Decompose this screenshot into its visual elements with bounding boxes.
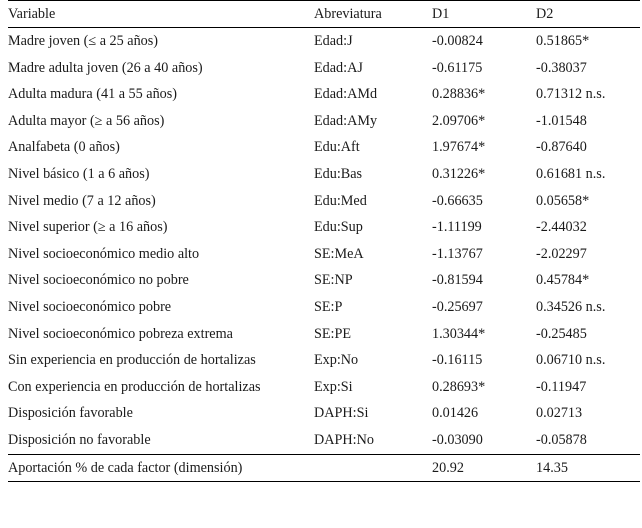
cell-variable: Nivel superior (≥ a 16 años) [8,219,168,236]
cell-abreviatura: SE:PE [314,325,352,342]
cell-d2: 0.71312 n.s. [536,86,606,103]
column-header-variable: Variable [8,1,314,28]
cell-d1: 2.09706* [432,112,486,129]
cell-footer-d2: 14.35 [536,454,640,482]
table-row [8,400,640,427]
cell-footer-label: Aportación % de cada factor (dimensión) [8,454,314,482]
cell-abreviatura: Edad:AMy [314,112,378,129]
cell-variable: Adulta madura (41 a 55 años) [8,86,178,103]
cell-d1: 0.01426 [432,405,479,422]
cell-d1: -0.81594 [432,272,483,289]
cell-d1: 1.97674* [432,139,486,156]
cell-d2: 0.51865* [536,33,590,49]
cell-d1: -1.11199 [432,219,482,236]
cell-abreviatura: SE:NP [314,272,353,289]
cell-footer-abreviatura [314,454,432,482]
cell-variable: Disposición favorable [8,405,133,422]
cell-abreviatura: Edu:Aft [314,139,360,156]
cell-d2: -0.05878 [536,427,640,454]
cell-d2: -0.87640 [536,139,587,156]
results-table [8,0,640,482]
table-row [8,374,640,401]
cell-d1: -0.03090 [432,427,536,454]
table-row [8,188,640,215]
cell-d2: -2.02297 [536,245,587,262]
cell-d1: -0.00824 [432,33,483,49]
cell-variable: Nivel socioeconómico no pobre [8,272,189,289]
cell-variable: Nivel básico (1 a 6 años) [8,165,150,182]
cell-d1: 1.30344* [432,325,486,342]
cell-d2: -2.44032 [536,219,587,236]
cell-abreviatura: SE:P [314,298,343,315]
table-footer-row [8,454,640,482]
table-row [8,427,640,454]
cell-d1: -0.61175 [432,59,483,76]
table-row [8,321,640,348]
cell-d1: 0.31226* [432,165,486,182]
cell-d2: -0.11947 [536,378,587,395]
cell-abreviatura: Edad:AJ [314,59,363,76]
cell-abreviatura: Edad:J [314,33,353,49]
cell-abreviatura: SE:MeA [314,245,364,262]
table-row [8,81,640,108]
table-row [8,267,640,294]
cell-d1: -0.16115 [432,352,483,369]
table-row [8,161,640,188]
cell-variable: Adulta mayor (≥ a 56 años) [8,112,165,129]
cell-abreviatura: Edu:Bas [314,165,363,182]
table-row [8,134,640,161]
cell-d2: 0.02713 [536,405,583,422]
cell-d2: -1.01548 [536,112,587,129]
header-row [8,1,640,28]
cell-variable: Nivel socioeconómico pobre [8,298,172,315]
cell-d1: 0.28836* [432,86,486,103]
cell-d2: 0.61681 n.s. [536,165,606,182]
table-body [8,28,640,482]
table-row [8,108,640,135]
table-row [8,214,640,241]
cell-d2: 0.45784* [536,272,590,289]
table-header [8,1,640,28]
cell-d1: -0.25697 [432,298,483,315]
cell-abreviatura: Exp:Si [314,378,353,395]
cell-d2: 0.05658* [536,192,590,209]
cell-abreviatura: DAPH:No [314,427,432,454]
cell-variable: Disposición no favorable [8,427,314,454]
table-row [8,241,640,268]
cell-abreviatura: Edad:AMd [314,86,378,103]
cell-d1: 0.28693* [432,378,486,395]
cell-variable: Analfabeta (0 años) [8,139,120,156]
cell-abreviatura: Exp:No [314,352,359,369]
cell-footer-d1: 20.92 [432,454,536,482]
column-header-abreviatura: Abreviatura [314,1,432,28]
column-header-d2: D2 [536,1,640,28]
cell-d2: -0.38037 [536,59,587,76]
cell-d1: -0.66635 [432,192,483,209]
cell-d1: -1.13767 [432,245,483,262]
cell-abreviatura: Edu:Med [314,192,367,209]
cell-abreviatura: DAPH:Si [314,405,369,422]
table-row [8,28,640,55]
table-row [8,55,640,82]
cell-d2: 0.34526 n.s. [536,298,606,315]
table-row [8,294,640,321]
cell-variable: Sin experiencia en producción de hortalizas [8,352,256,369]
cell-variable: Nivel socioeconómico medio alto [8,245,200,262]
column-header-d1: D1 [432,1,536,28]
cell-variable: Nivel medio (7 a 12 años) [8,192,156,209]
cell-abreviatura: Edu:Sup [314,219,363,236]
cell-variable: Madre adulta joven (26 a 40 años) [8,59,203,76]
cell-d2: 0.06710 n.s. [536,352,606,369]
cell-variable: Nivel socioeconómico pobreza extrema [8,325,233,342]
cell-variable: Con experiencia en producción de hortalizas [8,378,261,395]
cell-variable: Madre joven (≤ a 25 años) [8,33,159,49]
cell-d2: -0.25485 [536,325,587,342]
table-row [8,347,640,374]
